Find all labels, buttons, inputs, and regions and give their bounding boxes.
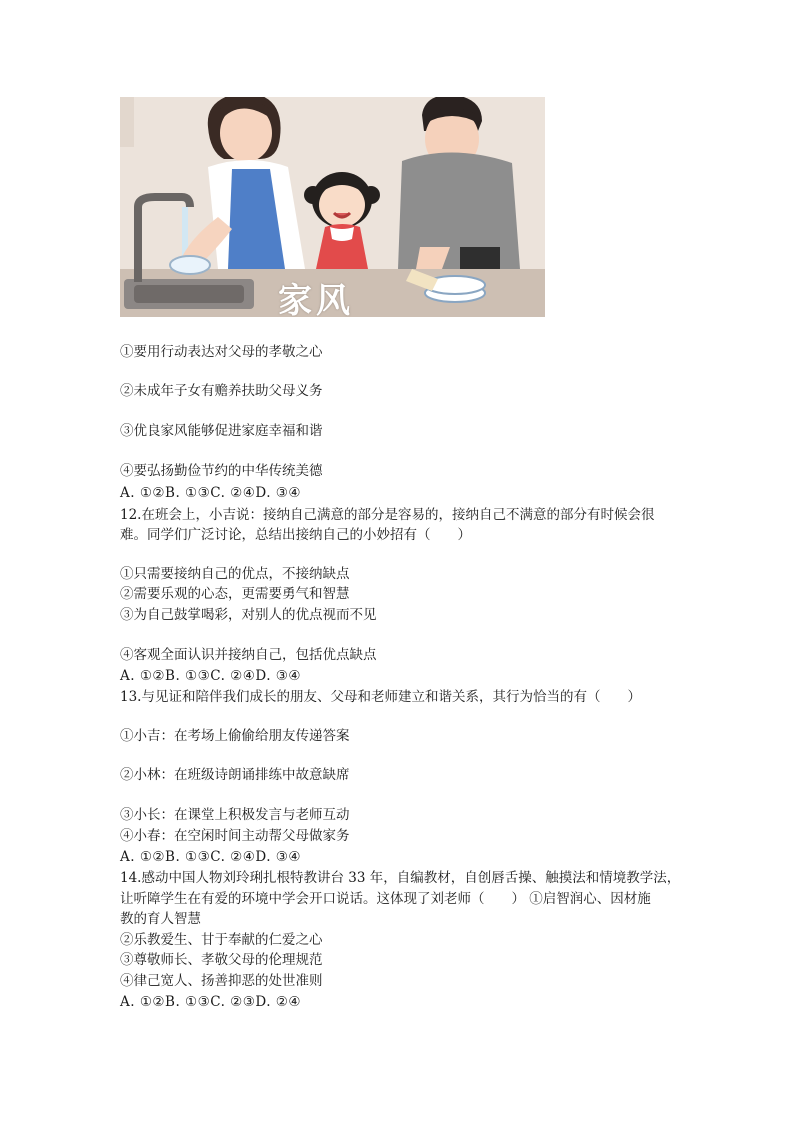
option-line: ②乐教爱生、甘于奉献的仁爱之心 [120,932,323,948]
option-line: ①小吉：在考场上偷偷给朋友传递答案 [120,728,350,744]
option-line: ④律己宽人、扬善抑恶的处世准则 [120,973,323,989]
option-line: ④客观全面认识并接纳自己，包括优点缺点 [120,647,377,663]
option-line: ④小春：在空闲时间主动帮父母做家务 [120,828,350,844]
option-line: ①只需要接纳自己的优点，不接纳缺点 [120,566,350,582]
answer-choices: A. ①②B. ①③C. ②④D. ③④ [120,485,302,501]
answer-choices: A. ①②B. ①③C. ②④D. ③④ [120,849,302,865]
option-line: ②需要乐观的心态，更需要勇气和智慧 [120,586,350,602]
family-illustration [120,97,545,317]
question-stem: 让听障学生在有爱的环境中学会开口说话。这体现了刘老师（ ） ①启智润心、因材施 [120,891,651,907]
question-stem: 14.感动中国人物刘玲琍扎根特教讲台 33 年，自编教材，自创唇舌操、触摸法和情境教学法， [120,870,681,886]
option-line: ①要用行动表达对父母的孝敬之心 [120,344,323,360]
answer-choices: A. ①②B. ①③C. ②④D. ③④ [120,668,302,684]
option-line: ③尊敬师长、孝敬父母的伦理规范 [120,952,323,968]
question-stem: 难。同学们广泛讨论，总结出接纳自己的小妙招有（ ） [120,527,471,543]
option-line: ③为自己鼓掌喝彩，对别人的优点视而不见 [120,607,377,623]
option-line: ②未成年子女有赡养扶助父母义务 [120,383,323,399]
question-stem: 12.在班会上，小吉说：接纳自己满意的部分是容易的，接纳自己不满意的部分有时候会很 [120,507,655,523]
option-line: ③小长：在课堂上积极发言与老师互动 [120,807,350,823]
option-line: ②小林：在班级诗朗诵排练中故意缺席 [120,767,350,783]
question-stem: 教的育人智慧 [120,911,201,927]
illustration-title: 家风 [278,281,354,317]
option-line: ④要弘扬勤俭节约的中华传统美德 [120,463,323,479]
option-line: ③优良家风能够促进家庭幸福和谐 [120,423,323,439]
answer-choices: A. ①②B. ①③C. ②③D. ②④ [120,994,302,1010]
question-stem: 13.与见证和陪伴我们成长的朋友、父母和老师建立和谐关系，其行为恰当的有（ ） [120,689,641,705]
